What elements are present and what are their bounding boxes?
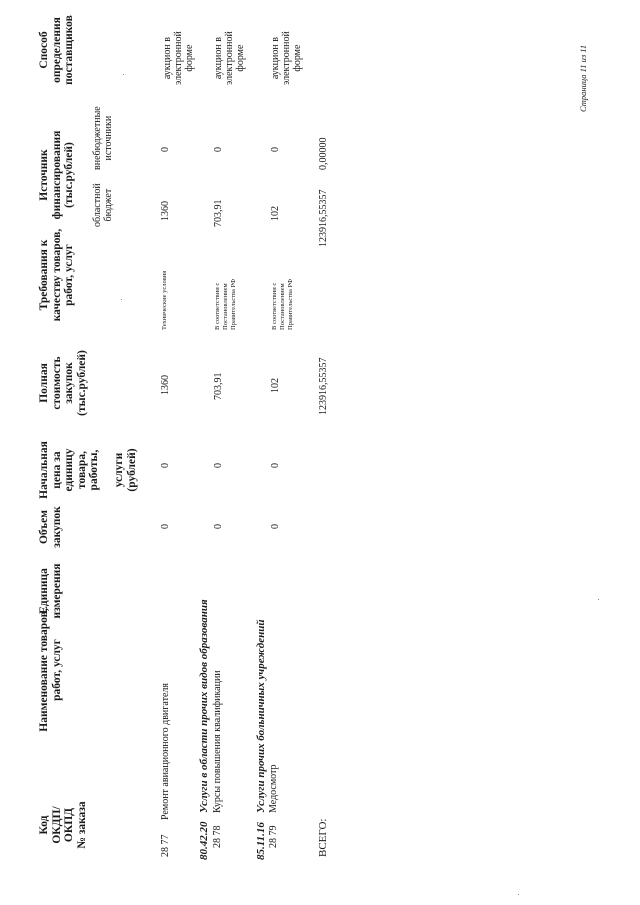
header-method: Способ определения поставщиков — [38, 15, 75, 85]
section-code: 85.11.16 — [255, 822, 267, 860]
total-regional: 123916,55357 — [318, 189, 329, 247]
total-label: ВСЕГО: — [317, 818, 329, 857]
row-volume: 0 — [270, 524, 281, 529]
row-volume: 0 — [213, 524, 224, 529]
header-source: Источник финансирования (тыс.рублей) — [38, 130, 75, 220]
row-method: аукцион в электронной форме — [213, 31, 246, 85]
scan-speck — [123, 74, 124, 75]
row-name: Ремонт авиационного двигателя — [160, 683, 171, 820]
row-regional: 1360 — [160, 201, 171, 221]
scan-speck — [121, 299, 122, 300]
section-code: 80.42.20 — [198, 821, 210, 860]
row-name: Курсы повышения квалификации — [212, 670, 223, 813]
total-cost: 123916,55357 — [318, 357, 329, 415]
header-cost: Полная стоимость закупок (тыс.рублей) — [38, 350, 88, 416]
row-cost: 703,91 — [213, 372, 224, 400]
row-regional: 703,91 — [213, 199, 224, 227]
row-cost: 1360 — [160, 375, 171, 395]
header-source-extra: внебюджетные источники — [92, 106, 114, 170]
row-requirements: В соответствии с Постановлением Правительства РФ — [271, 278, 294, 330]
header-requirements: Требования к качеству товаров, работ, услуг — [38, 228, 75, 322]
row-code: 28 79 — [268, 825, 279, 848]
header-source-regional: областной бюджет — [92, 183, 114, 227]
row-code: 28 77 — [160, 834, 171, 857]
row-price: 0 — [160, 463, 171, 468]
row-cost: 102 — [270, 378, 281, 393]
row-extra: 0 — [213, 147, 224, 152]
header-price: Начальная цена за единицу товара, работы, услуги (рублей) — [38, 441, 138, 499]
header-code: Код ОКДП/ ОКПД № заказа — [38, 801, 88, 849]
row-requirements: В соответствии с Постановлением Правительства РФ — [214, 278, 237, 330]
row-extra: 0 — [270, 147, 281, 152]
row-price: 0 — [270, 463, 281, 468]
row-code: 28 78 — [212, 825, 223, 848]
header-name: Наименование товаров, работ, услуг — [38, 608, 63, 732]
row-extra: 0 — [160, 147, 171, 152]
scan-speck — [598, 599, 599, 600]
header-unit: Единица измерения — [38, 563, 63, 619]
scan-speck — [518, 894, 519, 895]
row-name: Медосмотр — [268, 764, 279, 813]
page-number: Страница 11 из 11 — [578, 44, 588, 112]
row-regional: 102 — [270, 206, 281, 221]
header-volume: Объем закупок — [38, 506, 63, 548]
row-requirements: Технические условия — [161, 270, 168, 330]
row-method: аукцион в электронной форме — [270, 31, 303, 85]
total-extra: 0,00000 — [318, 137, 329, 170]
row-method: аукцион в электронной форме — [162, 31, 195, 85]
section-title: Услуги в области прочих видов образования — [198, 599, 210, 813]
row-price: 0 — [213, 463, 224, 468]
section-title: Услуги прочих больничных учреждений — [255, 619, 267, 813]
row-volume: 0 — [160, 524, 171, 529]
